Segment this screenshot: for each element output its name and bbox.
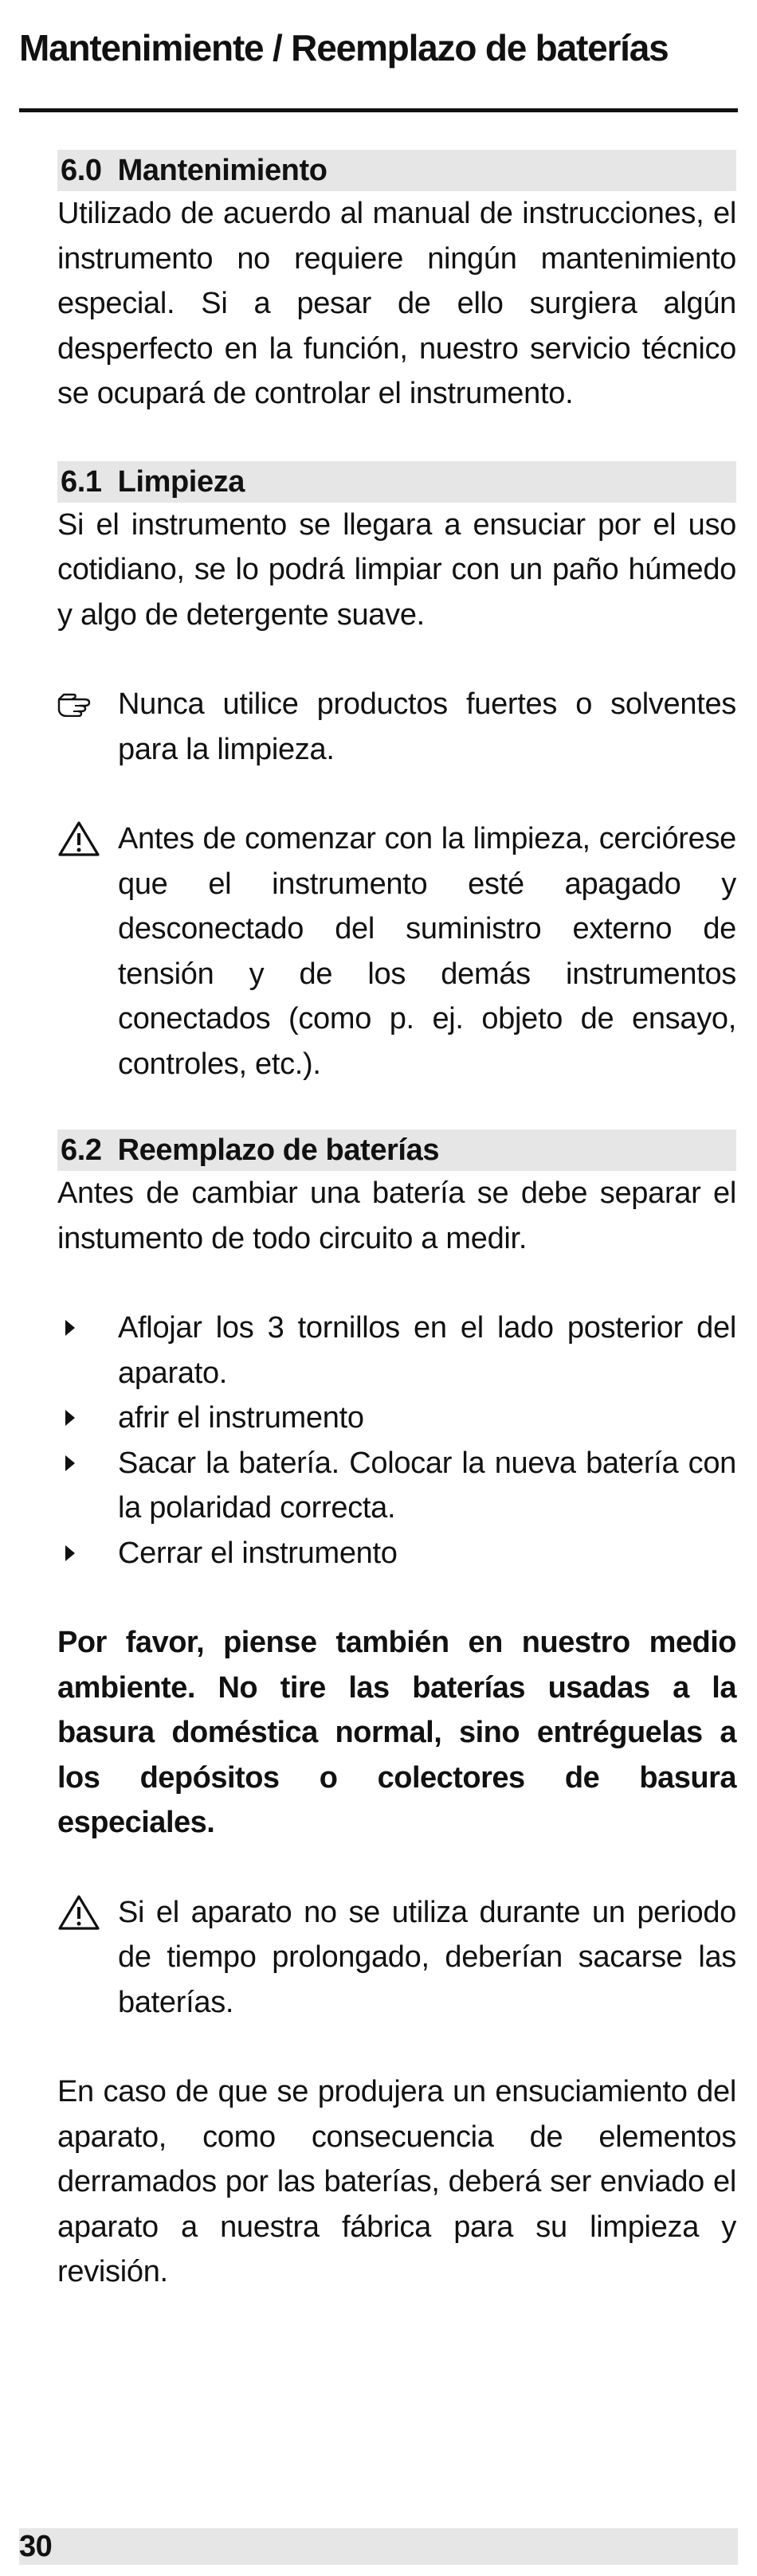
triangle-bullet-icon [65,1410,75,1426]
section-heading-maintenance [57,150,736,191]
page-number: 30 [19,2530,53,2563]
warning-triangle-icon [57,816,105,861]
maintenance-paragraph: Utilizado de acuerdo al manual de instrucciones, el instrumento no requiere ningún mantenimiento especial. Si a pesar de ello surgiera algún desperfecto en la función, nuestro servicio técnico se ocupará de controlar el instrumento. [57,197,736,410]
battery-steps-list [57,1306,736,1576]
triangle-bullet-icon [65,1545,75,1561]
list-item: Aflojar los 3 tornillos en el lado posterior del aparato. [57,1306,736,1396]
warning-triangle-icon [57,1890,105,1935]
section-number: 6.2 [61,1133,102,1167]
section-title: Limpieza [117,464,245,499]
section-number: 6.1 [61,464,102,499]
section-number: 6.0 [61,154,102,187]
warning-text: Si el aparato no se utiliza durante un periodo de tiempo prolongado, deberían sacarse las baterías. [118,1895,736,2019]
section-title: Mantenimiento [117,154,328,187]
header-rule [19,108,738,112]
footer-bar [19,2528,738,2565]
hint-text: Nunca utilice productos fuertes o solventes para la limpieza. [118,687,736,766]
list-item: Cerrar el instrumento [57,1531,736,1576]
section-heading-battery [57,1129,736,1171]
leak-paragraph: En caso de que se produjera un ensuciamiento del aparato, como consecuencia de elementos derramados por las baterías, deberá ser enviado el aparato a nuestra fábrica para su limpieza y revisión. [57,2075,736,2288]
cleaning-paragraph: Si el instrumento se llegara a ensuciar por el uso cotidiano, se lo podrá limpiar con un paño húmedo y algo de detergente suave. [57,507,736,632]
environment-notice: Por favor, piense también en nuestro medio ambiente. No tire las baterías usadas a la basura doméstica normal, sino entréguelas a los depósitos o colectores de basura especiales. [57,1626,736,1839]
triangle-bullet-icon [65,1455,75,1471]
section-heading-cleaning [57,461,736,503]
page-title: Mantenimiente / Reemplazo de baterías [19,27,669,69]
page-content [57,150,736,2295]
battery-paragraph: Antes de cambiar una batería se debe separar el instumento de todo circuito a medir. [57,1176,736,1255]
warning-text: Antes de comenzar con la limpieza, cerciórese que el instrumento esté apagado y desconectado del suministro externo de tensión y de los demás instrumentos conectados (como p. ej. objeto de ensayo, controles, etc.). [118,822,736,1081]
storage-warning [57,1890,736,2026]
list-item: afrir el instrumento [57,1396,736,1441]
section-title: Reemplazo de baterías [117,1133,440,1167]
cleaning-warning [57,816,736,1086]
cleaning-hint [57,682,736,772]
list-item: Sacar la batería. Colocar la nueva batería con la polaridad correcta. [57,1441,736,1531]
triangle-bullet-icon [65,1320,75,1336]
pointing-hand-icon [57,682,105,726]
